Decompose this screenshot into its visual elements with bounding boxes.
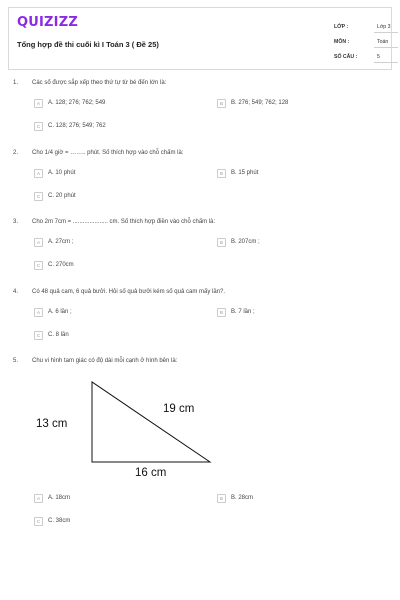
option-letter-box: B bbox=[217, 494, 226, 503]
option-text: C. 128; 276; 549; 762 bbox=[48, 123, 106, 129]
question-number: 3. bbox=[13, 219, 19, 225]
info-subject-label: MÔN : bbox=[334, 39, 350, 45]
option-text: A. 10 phút bbox=[48, 170, 76, 176]
info-subject bbox=[334, 35, 394, 49]
option-text: A. 128; 276; 762; 549 bbox=[48, 100, 106, 106]
option-letter-box: B bbox=[217, 238, 226, 247]
question-text: Chu vi hình tam giác có độ dài mỗi cạnh ở hình bên là: bbox=[32, 358, 178, 364]
quizizz-logo: QUIZIZZ bbox=[17, 15, 78, 30]
option-text: C. 270cm bbox=[48, 262, 74, 268]
option-text: B. 28cm bbox=[231, 495, 254, 501]
option-text: A. 18cm bbox=[48, 495, 71, 501]
option-letter-box: B bbox=[217, 99, 226, 108]
option-text: A. 6 lần ; bbox=[48, 309, 72, 315]
info-count-label: SỐ CÂU : bbox=[334, 54, 358, 60]
side-label-base: 16 cm bbox=[135, 467, 167, 479]
option-text: B. 15 phút bbox=[231, 170, 259, 176]
option-text: B. 207cm ; bbox=[231, 239, 260, 245]
option-letter-box: A bbox=[34, 99, 43, 108]
question-number: 2. bbox=[13, 150, 19, 156]
info-divider bbox=[374, 62, 398, 63]
option-text: B. 276; 549; 762; 128 bbox=[231, 100, 289, 106]
info-class-label: LỚP : bbox=[334, 24, 349, 30]
question-text: Cho 1/4 giờ = …….. phút. Số thích hợp vào chỗ chấm là: bbox=[32, 150, 184, 156]
info-divider bbox=[374, 32, 398, 33]
info-count-value: 5 bbox=[377, 54, 380, 60]
info-subject-value: Toán bbox=[377, 39, 389, 45]
info-count bbox=[334, 50, 394, 64]
option-letter-box: C bbox=[34, 192, 43, 201]
question-number: 5. bbox=[13, 358, 19, 364]
triangle-figure bbox=[30, 378, 220, 486]
option-letter-box: A bbox=[34, 169, 43, 178]
worksheet-title: Tổng hợp đề thi cuối kì I Toán 3 ( Đề 25) bbox=[17, 40, 159, 49]
option-text: B. 7 lần ; bbox=[231, 309, 255, 315]
option-text: C. 8 lần bbox=[48, 332, 69, 338]
info-class bbox=[334, 20, 394, 34]
question-text: Có 48 quả cam, 6 quả bưởi. Hỏi số quả bưởi kém số quả cam mấy lần?. bbox=[32, 289, 225, 295]
option-text: C. 38cm bbox=[48, 518, 71, 524]
side-label-left: 13 cm bbox=[36, 418, 68, 430]
worksheet-header bbox=[8, 7, 392, 70]
option-letter-box: B bbox=[217, 169, 226, 178]
option-letter-box: A bbox=[34, 238, 43, 247]
info-class-value: Lớp 3 bbox=[377, 24, 391, 30]
option-text: A. 27cm ; bbox=[48, 239, 74, 245]
option-letter-box: A bbox=[34, 494, 43, 503]
question-number: 4. bbox=[13, 289, 19, 295]
option-letter-box: B bbox=[217, 308, 226, 317]
option-text: C. 20 phút bbox=[48, 193, 76, 199]
question-text: Cho 2m 7cm = ..................... cm. Số thích hợp điền vào chỗ chấm là: bbox=[32, 219, 216, 225]
option-letter-box: C bbox=[34, 331, 43, 340]
option-letter-box: C bbox=[34, 517, 43, 526]
side-label-hypotenuse: 19 cm bbox=[163, 403, 195, 415]
option-letter-box: A bbox=[34, 308, 43, 317]
question-text: Các số được sắp xếp theo thứ tự từ bé đến lớn là: bbox=[32, 80, 167, 86]
option-letter-box: C bbox=[34, 122, 43, 131]
info-divider bbox=[374, 47, 398, 48]
triangle-shape bbox=[30, 378, 220, 486]
option-letter-box: C bbox=[34, 261, 43, 270]
question-number: 1. bbox=[13, 80, 19, 86]
